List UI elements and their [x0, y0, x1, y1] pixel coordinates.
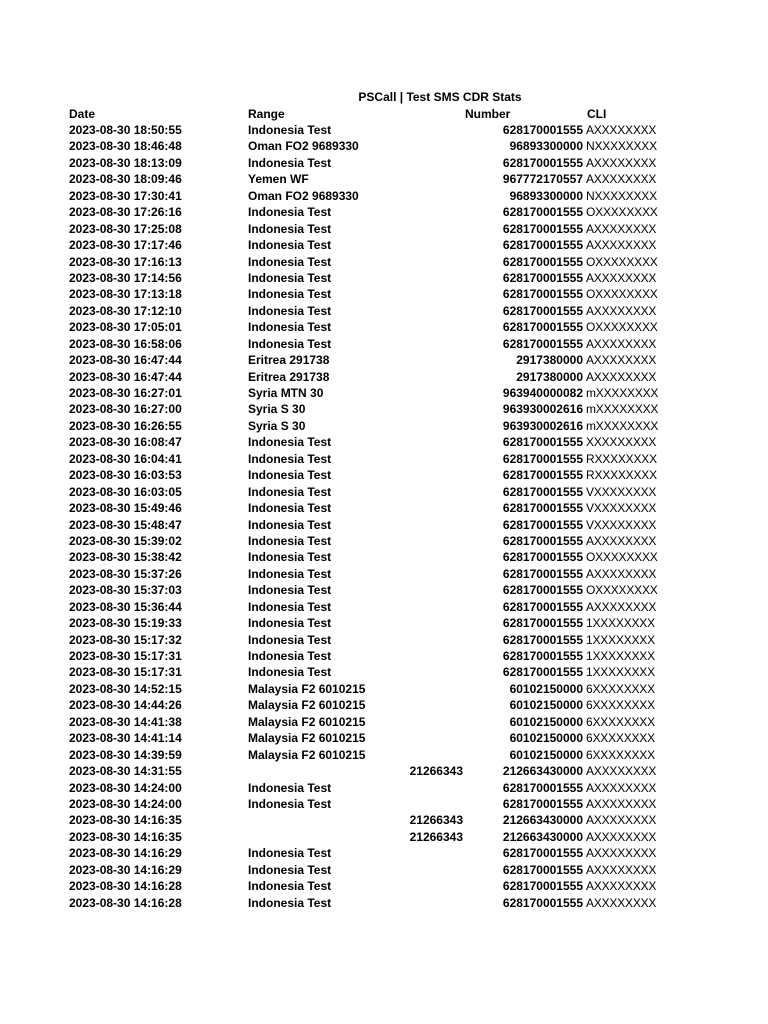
cell-range: Oman FO2 9689330	[248, 188, 359, 203]
table-row	[0, 467, 768, 483]
cell-cli: mXXXXXXXX	[586, 402, 659, 417]
cell-date: 2023-08-30 17:05:01	[69, 320, 182, 335]
table-row	[0, 303, 768, 319]
table-row	[0, 188, 768, 204]
cell-range: Malaysia F2 6010215	[248, 681, 366, 696]
cell-cli: AXXXXXXXX	[586, 846, 657, 861]
table-row	[0, 533, 768, 549]
table-row	[0, 434, 768, 450]
column-header-range: Range	[248, 107, 285, 121]
cell-cli: AXXXXXXXX	[586, 862, 657, 877]
cell-number: 628170001555	[502, 238, 583, 253]
cell-cli: OXXXXXXXX	[586, 583, 658, 598]
cell-range: Indonesia Test	[248, 517, 332, 532]
cell-cli: AXXXXXXXX	[586, 764, 657, 779]
cell-number: 628170001555	[502, 435, 583, 450]
table-row	[0, 664, 768, 680]
table-row	[0, 812, 768, 828]
table-row	[0, 221, 768, 237]
cell-number: 628170001555	[502, 632, 583, 647]
cell-date: 2023-08-30 18:50:55	[69, 123, 182, 137]
cell-cli: 6XXXXXXXX	[586, 714, 655, 729]
cell-date: 2023-08-30 14:41:14	[69, 731, 182, 746]
table-row	[0, 615, 768, 631]
cell-cli: OXXXXXXXX	[586, 320, 658, 335]
cell-number: 2917380000	[516, 369, 583, 384]
table-row	[0, 286, 768, 302]
column-header-cli: CLI	[587, 107, 607, 121]
table-row	[0, 582, 768, 598]
table-row	[0, 632, 768, 648]
cell-cli: OXXXXXXXX	[586, 287, 658, 302]
cell-range-code: 21266343	[409, 829, 463, 844]
cell-range: Indonesia Test	[248, 616, 332, 631]
cell-date: 2023-08-30 14:44:26	[69, 698, 182, 713]
cell-number: 628170001555	[502, 205, 583, 220]
cell-number: 96893300000	[509, 188, 583, 203]
table-row	[0, 319, 768, 335]
table-row	[0, 171, 768, 187]
cell-cli: AXXXXXXXX	[586, 123, 657, 137]
cell-number: 628170001555	[502, 221, 583, 236]
cell-date: 2023-08-30 15:17:31	[69, 649, 182, 663]
cell-number: 628170001555	[502, 895, 583, 910]
cell-number: 963930002616	[502, 402, 583, 417]
cell-date: 2023-08-30 15:19:33	[69, 616, 182, 631]
cell-range: Indonesia Test	[248, 451, 332, 466]
cell-date: 2023-08-30 14:16:29	[69, 846, 182, 861]
cell-range: Syria S 30	[248, 418, 306, 433]
table-row	[0, 451, 768, 467]
cell-number: 628170001555	[502, 484, 583, 499]
cell-number: 628170001555	[502, 780, 583, 795]
cell-cli: AXXXXXXXX	[586, 369, 657, 384]
cell-number: 628170001555	[502, 665, 583, 680]
cell-range: Indonesia Test	[248, 270, 332, 285]
table-row	[0, 697, 768, 713]
cell-cli: AXXXXXXXX	[586, 270, 657, 285]
cell-range: Indonesia Test	[248, 287, 332, 302]
cell-number: 96893300000	[509, 139, 583, 154]
cell-date: 2023-08-30 16:58:06	[69, 336, 182, 351]
cell-cli: mXXXXXXXX	[586, 418, 659, 433]
table-row	[0, 747, 768, 763]
cell-date: 2023-08-30 17:26:16	[69, 205, 182, 220]
cell-cli: AXXXXXXXX	[586, 533, 657, 548]
table-row	[0, 714, 768, 730]
cell-cli: VXXXXXXXX	[586, 501, 657, 516]
cell-number: 628170001555	[502, 796, 583, 811]
cell-cli: AXXXXXXXX	[586, 238, 657, 253]
cell-number: 212663430000	[502, 813, 583, 828]
cell-number: 628170001555	[502, 550, 583, 565]
cell-cli: AXXXXXXXX	[586, 796, 657, 811]
cell-date: 2023-08-30 15:38:42	[69, 550, 182, 565]
table-row	[0, 648, 768, 664]
table-row	[0, 829, 768, 845]
cell-range: Indonesia Test	[248, 533, 332, 548]
cell-date: 2023-08-30 14:16:35	[69, 813, 182, 828]
cell-date: 2023-08-30 15:17:32	[69, 632, 182, 647]
table-row	[0, 204, 768, 220]
cell-range: Malaysia F2 6010215	[248, 747, 366, 762]
cell-number: 60102150000	[509, 698, 583, 713]
cell-date: 2023-08-30 14:16:29	[69, 862, 182, 877]
cell-range: Indonesia Test	[248, 846, 332, 861]
table-row	[0, 385, 768, 401]
cell-range: Indonesia Test	[248, 566, 332, 581]
cell-range: Indonesia Test	[248, 879, 332, 894]
cell-range: Indonesia Test	[248, 484, 332, 499]
cell-date: 2023-08-30 17:25:08	[69, 221, 182, 236]
cell-cli: NXXXXXXXX	[586, 139, 657, 154]
table-row	[0, 500, 768, 516]
cell-range: Indonesia Test	[248, 238, 332, 253]
cell-number: 628170001555	[502, 566, 583, 581]
cell-range: Yemen WF	[248, 172, 309, 187]
cell-number: 628170001555	[502, 451, 583, 466]
cell-range: Indonesia Test	[248, 862, 332, 877]
cell-number: 628170001555	[502, 583, 583, 598]
table-row	[0, 599, 768, 615]
cell-number: 628170001555	[502, 879, 583, 894]
cell-date: 2023-08-30 16:27:01	[69, 386, 182, 400]
cell-date: 2023-08-30 14:52:15	[69, 681, 182, 696]
cell-number: 628170001555	[502, 517, 583, 532]
cell-date: 2023-08-30 14:24:00	[69, 796, 182, 811]
cell-number: 628170001555	[502, 501, 583, 516]
cell-number: 628170001555	[502, 846, 583, 861]
cell-number: 628170001555	[502, 862, 583, 877]
cell-range: Indonesia Test	[248, 155, 332, 170]
cell-date: 2023-08-30 15:36:44	[69, 599, 182, 614]
cell-number: 963940000082	[502, 386, 583, 400]
cell-number: 628170001555	[502, 336, 583, 351]
table-row	[0, 254, 768, 270]
cell-date: 2023-08-30 17:17:46	[69, 238, 182, 253]
table-row	[0, 566, 768, 582]
cell-number: 60102150000	[509, 747, 583, 762]
cell-cli: AXXXXXXXX	[586, 879, 657, 894]
cell-cli: OXXXXXXXX	[586, 205, 658, 220]
cell-range: Indonesia Test	[248, 665, 332, 680]
cell-cli: AXXXXXXXX	[586, 172, 657, 187]
table-row	[0, 895, 768, 911]
cell-cli: AXXXXXXXX	[586, 221, 657, 236]
cell-number: 963930002616	[502, 418, 583, 433]
cell-range: Syria MTN 30	[248, 386, 324, 400]
column-header-number: Number	[465, 107, 511, 121]
cell-cli: NXXXXXXXX	[586, 188, 657, 203]
cell-number: 60102150000	[509, 731, 583, 746]
cell-cli: 6XXXXXXXX	[586, 731, 655, 746]
cell-cli: 1XXXXXXXX	[586, 616, 655, 631]
cell-number: 628170001555	[502, 155, 583, 170]
table-row	[0, 138, 768, 154]
cell-cli: 6XXXXXXXX	[586, 681, 655, 696]
cell-date: 2023-08-30 15:37:03	[69, 583, 182, 598]
cell-number: 628170001555	[502, 599, 583, 614]
cell-cli: AXXXXXXXX	[586, 895, 657, 910]
cell-number: 628170001555	[502, 616, 583, 631]
cell-cli: AXXXXXXXX	[586, 599, 657, 614]
cell-range: Indonesia Test	[248, 205, 332, 220]
cell-range: Indonesia Test	[248, 320, 332, 335]
table-row	[0, 237, 768, 253]
table-row	[0, 270, 768, 286]
cell-range: Malaysia F2 6010215	[248, 698, 366, 713]
cell-range: Malaysia F2 6010215	[248, 731, 366, 746]
cell-range: Indonesia Test	[248, 303, 332, 318]
cell-cli: XXXXXXXXX	[586, 435, 657, 450]
cell-date: 2023-08-30 16:47:44	[69, 353, 182, 368]
table-row	[0, 401, 768, 417]
cell-range-code: 21266343	[409, 764, 463, 779]
cell-cli: 1XXXXXXXX	[586, 649, 655, 663]
cell-date: 2023-08-30 14:24:00	[69, 780, 182, 795]
table-row	[0, 730, 768, 746]
cell-cli: RXXXXXXXX	[586, 468, 657, 483]
cell-range: Oman FO2 9689330	[248, 139, 359, 154]
table-row	[0, 352, 768, 368]
cell-date: 2023-08-30 16:27:00	[69, 402, 182, 417]
cell-cli: OXXXXXXXX	[586, 254, 658, 269]
cell-date: 2023-08-30 17:30:41	[69, 188, 182, 203]
cell-date: 2023-08-30 16:26:55	[69, 418, 182, 433]
cell-cli: 6XXXXXXXX	[586, 698, 655, 713]
cell-range: Indonesia Test	[248, 254, 332, 269]
cell-cli: 1XXXXXXXX	[586, 665, 655, 680]
cell-range: Indonesia Test	[248, 895, 332, 910]
table-row	[0, 763, 768, 779]
cell-range: Eritrea 291738	[248, 353, 330, 368]
cell-date: 2023-08-30 18:09:46	[69, 172, 182, 187]
cell-date: 2023-08-30 16:08:47	[69, 435, 182, 450]
cell-date: 2023-08-30 14:39:59	[69, 747, 182, 762]
cell-number: 628170001555	[502, 270, 583, 285]
table-row	[0, 845, 768, 861]
cell-range: Indonesia Test	[248, 780, 332, 795]
table-row	[0, 155, 768, 171]
table-body	[0, 122, 768, 911]
cell-number: 60102150000	[509, 681, 583, 696]
table-row	[0, 418, 768, 434]
cell-range: Eritrea 291738	[248, 369, 330, 384]
table-row	[0, 122, 768, 138]
cell-date: 2023-08-30 17:12:10	[69, 303, 182, 318]
cell-range: Indonesia Test	[248, 468, 332, 483]
table-row	[0, 862, 768, 878]
cell-number: 212663430000	[502, 764, 583, 779]
table-row	[0, 517, 768, 533]
cell-range: Indonesia Test	[248, 435, 332, 450]
cell-date: 2023-08-30 14:31:55	[69, 764, 182, 779]
cell-range: Indonesia Test	[248, 649, 332, 663]
cell-cli: VXXXXXXXX	[586, 517, 657, 532]
cell-date: 2023-08-30 15:37:26	[69, 566, 182, 581]
cell-number: 628170001555	[502, 254, 583, 269]
cell-range: Indonesia Test	[248, 632, 332, 647]
report-title: PSCall | Test SMS CDR Stats	[358, 90, 522, 104]
cell-number: 628170001555	[502, 123, 583, 137]
cell-range: Indonesia Test	[248, 336, 332, 351]
cell-range: Indonesia Test	[248, 501, 332, 516]
cell-cli: RXXXXXXXX	[586, 451, 657, 466]
cell-number: 628170001555	[502, 533, 583, 548]
cell-range: Syria S 30	[248, 402, 306, 417]
cell-number: 2917380000	[516, 353, 583, 368]
table-row	[0, 549, 768, 565]
cell-date: 2023-08-30 14:16:35	[69, 829, 182, 844]
cell-cli: AXXXXXXXX	[586, 336, 657, 351]
cell-date: 2023-08-30 16:47:44	[69, 369, 182, 384]
cell-number: 628170001555	[502, 287, 583, 302]
cell-cli: AXXXXXXXX	[586, 155, 657, 170]
cell-number: 628170001555	[502, 649, 583, 663]
cell-date: 2023-08-30 17:16:13	[69, 254, 182, 269]
cell-date: 2023-08-30 17:14:56	[69, 270, 182, 285]
cell-cli: 1XXXXXXXX	[586, 632, 655, 647]
table-row	[0, 484, 768, 500]
table-row	[0, 796, 768, 812]
cell-cli: AXXXXXXXX	[586, 813, 657, 828]
cell-number: 967772170557	[502, 172, 583, 187]
table-row	[0, 336, 768, 352]
cell-date: 2023-08-30 18:13:09	[69, 155, 182, 170]
cell-date: 2023-08-30 17:13:18	[69, 287, 182, 302]
cell-date: 2023-08-30 15:49:46	[69, 501, 182, 516]
table-row	[0, 878, 768, 894]
cell-cli: 6XXXXXXXX	[586, 747, 655, 762]
cell-cli: AXXXXXXXX	[586, 353, 657, 368]
column-header-date: Date	[69, 107, 96, 121]
table-row	[0, 681, 768, 697]
table-row	[0, 369, 768, 385]
cell-range-code: 21266343	[409, 813, 463, 828]
cell-range: Indonesia Test	[248, 123, 332, 137]
cell-date: 2023-08-30 16:03:05	[69, 484, 182, 499]
cell-date: 2023-08-30 14:41:38	[69, 714, 182, 729]
cell-range: Malaysia F2 6010215	[248, 714, 366, 729]
cell-range: Indonesia Test	[248, 599, 332, 614]
cell-cli: AXXXXXXXX	[586, 303, 657, 318]
cell-range: Indonesia Test	[248, 221, 332, 236]
cell-date: 2023-08-30 15:17:31	[69, 665, 182, 680]
cell-date: 2023-08-30 16:04:41	[69, 451, 182, 466]
cell-cli: AXXXXXXXX	[586, 780, 657, 795]
cell-cli: VXXXXXXXX	[586, 484, 657, 499]
cell-number: 212663430000	[502, 829, 583, 844]
cell-cli: AXXXXXXXX	[586, 829, 657, 844]
cell-range: Indonesia Test	[248, 796, 332, 811]
cell-date: 2023-08-30 15:39:02	[69, 533, 182, 548]
cell-number: 60102150000	[509, 714, 583, 729]
cell-date: 2023-08-30 14:16:28	[69, 895, 182, 910]
table-header	[0, 106, 768, 122]
cell-date: 2023-08-30 18:46:48	[69, 139, 182, 154]
cell-cli: mXXXXXXXX	[586, 386, 659, 400]
cell-date: 2023-08-30 14:16:28	[69, 879, 182, 894]
cell-range: Indonesia Test	[248, 583, 332, 598]
cell-number: 628170001555	[502, 468, 583, 483]
table-row	[0, 780, 768, 796]
cell-cli: AXXXXXXXX	[586, 566, 657, 581]
cell-number: 628170001555	[502, 320, 583, 335]
cell-range: Indonesia Test	[248, 550, 332, 565]
cell-date: 2023-08-30 15:48:47	[69, 517, 182, 532]
cell-date: 2023-08-30 16:03:53	[69, 468, 182, 483]
cell-number: 628170001555	[502, 303, 583, 318]
cell-cli: OXXXXXXXX	[586, 550, 658, 565]
